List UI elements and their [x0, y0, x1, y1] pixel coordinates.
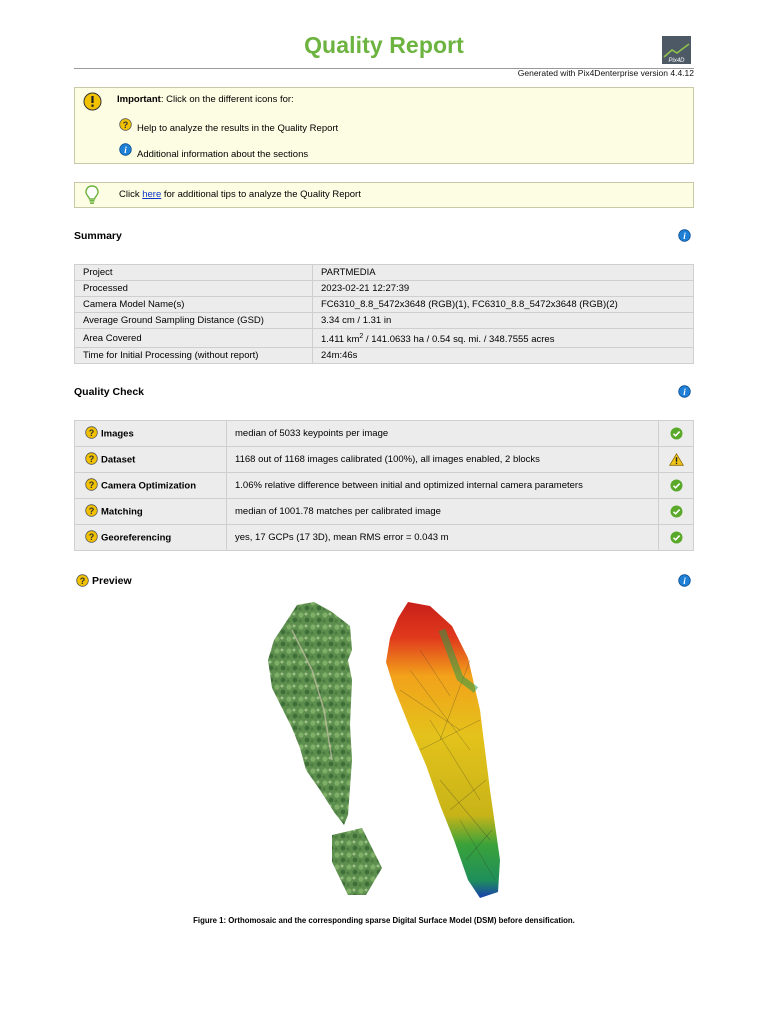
- quality-label: Images: [101, 428, 134, 439]
- status-cell: [659, 473, 694, 499]
- svg-text:?: ?: [122, 120, 129, 130]
- svg-text:?: ?: [88, 479, 95, 490]
- summary-key: Time for Initial Processing (without report): [75, 348, 313, 364]
- svg-text:?: ?: [88, 531, 95, 542]
- quality-check-table: [74, 420, 694, 551]
- warning-icon: [669, 454, 684, 465]
- lightbulb-icon: [85, 185, 99, 210]
- quality-value: median of 1001.78 matches per calibrated image: [227, 499, 659, 525]
- area-rest: / 141.0633 ha / 0.54 sq. mi. / 348.7555 acres: [363, 334, 555, 346]
- table-row: [75, 297, 694, 313]
- pix4d-logo: [662, 36, 691, 64]
- help-icon[interactable]: [119, 118, 132, 136]
- tip-box: [74, 182, 694, 208]
- important-text: [117, 94, 294, 105]
- table-row: [75, 265, 694, 281]
- quality-label-cell: [75, 421, 227, 447]
- area-superscript: 2: [359, 333, 364, 340]
- summary-value: 3.34 cm / 1.31 in: [313, 313, 694, 329]
- summary-key: Project: [75, 265, 313, 281]
- svg-text:?: ?: [88, 505, 95, 516]
- info-description: Additional information about the sections: [137, 149, 309, 160]
- check-icon: [670, 428, 683, 439]
- table-row: [75, 525, 694, 551]
- status-cell: [659, 447, 694, 473]
- status-cell: [659, 421, 694, 447]
- svg-text:?: ?: [88, 427, 95, 438]
- figure-caption: Figure 1: Orthomosaic and the corresponding sparse Digital Surface Model (DSM) before densification.: [193, 916, 575, 925]
- quality-value: median of 5033 keypoints per image: [227, 421, 659, 447]
- summary-value: [313, 329, 694, 348]
- important-icon: [83, 92, 102, 116]
- table-row: [75, 421, 694, 447]
- summary-value: PARTMEDIA: [313, 265, 694, 281]
- table-row: [75, 281, 694, 297]
- summary-key: Processed: [75, 281, 313, 297]
- quality-value: 1168 out of 1168 images calibrated (100%), all images enabled, 2 blocks: [227, 447, 659, 473]
- help-icon[interactable]: [85, 530, 98, 546]
- summary-key: Area Covered: [75, 329, 313, 348]
- table-row: [75, 313, 694, 329]
- important-label: Important: [117, 94, 161, 105]
- help-icon[interactable]: [85, 426, 98, 442]
- summary-table: [74, 264, 694, 364]
- summary-info-icon[interactable]: [678, 229, 691, 247]
- quality-check-heading: Quality Check: [74, 386, 145, 398]
- help-description: Help to analyze the results in the Quality Report: [137, 123, 339, 134]
- quality-label: Matching: [101, 506, 143, 517]
- quality-label: Camera Optimization: [101, 480, 197, 491]
- help-icon[interactable]: [85, 504, 98, 520]
- preview-info-icon[interactable]: [678, 574, 691, 592]
- quality-label-cell: [75, 447, 227, 473]
- status-cell: [659, 525, 694, 551]
- summary-value: FC6310_8.8_5472x3648 (RGB)(1), FC6310_8.8_5472x3648 (RGB)(2): [313, 297, 694, 313]
- svg-text:?: ?: [88, 453, 95, 464]
- tip-text: [119, 189, 361, 200]
- summary-heading: Summary: [74, 230, 122, 242]
- svg-text:Pix4D: Pix4D: [668, 58, 685, 64]
- quality-value: 1.06% relative difference between initial and optimized internal camera parameters: [227, 473, 659, 499]
- important-description: : Click on the different icons for:: [160, 94, 294, 105]
- quality-label: Dataset: [101, 454, 136, 465]
- quality-check-info-icon[interactable]: [678, 385, 691, 403]
- svg-text:i: i: [683, 576, 686, 586]
- table-row: [75, 499, 694, 525]
- tips-link[interactable]: here: [142, 189, 162, 200]
- summary-value: 24m:46s: [313, 348, 694, 364]
- table-row: [75, 329, 694, 348]
- preview-heading: Preview: [92, 575, 132, 587]
- summary-value: 2023-02-21 12:27:39: [313, 281, 694, 297]
- area-km: 1.411 km: [321, 334, 360, 346]
- table-row: [75, 473, 694, 499]
- check-icon: [670, 506, 683, 517]
- check-icon: [670, 480, 683, 491]
- preview-help-icon[interactable]: [76, 574, 89, 592]
- help-icon[interactable]: [85, 478, 98, 494]
- table-row: [75, 447, 694, 473]
- tip-suffix: for additional tips to analyze the Quality Report: [161, 189, 361, 200]
- summary-key: Average Ground Sampling Distance (GSD): [75, 313, 313, 329]
- quality-value: yes, 17 GCPs (17 3D), mean RMS error = 0.043 m: [227, 525, 659, 551]
- quality-label-cell: [75, 525, 227, 551]
- quality-label-cell: [75, 499, 227, 525]
- svg-text:i: i: [124, 145, 127, 155]
- important-note-box: [74, 87, 694, 164]
- svg-text:i: i: [683, 231, 686, 241]
- tip-prefix: Click: [119, 189, 143, 200]
- orthomosaic-image: [262, 600, 392, 905]
- report-title: Quality Report: [304, 32, 464, 58]
- quality-label: Georeferencing: [101, 532, 172, 543]
- svg-text:i: i: [683, 387, 686, 397]
- check-icon: [670, 532, 683, 543]
- sparse-dsm-image: [380, 600, 510, 905]
- svg-text:?: ?: [79, 576, 86, 586]
- help-icon[interactable]: [85, 452, 98, 468]
- status-cell: [659, 499, 694, 525]
- info-icon[interactable]: [119, 143, 132, 161]
- generated-with-text: Generated with Pix4Denterprise version 4.4.12: [517, 68, 694, 78]
- summary-key: Camera Model Name(s): [75, 297, 313, 313]
- table-row: [75, 348, 694, 364]
- quality-label-cell: [75, 473, 227, 499]
